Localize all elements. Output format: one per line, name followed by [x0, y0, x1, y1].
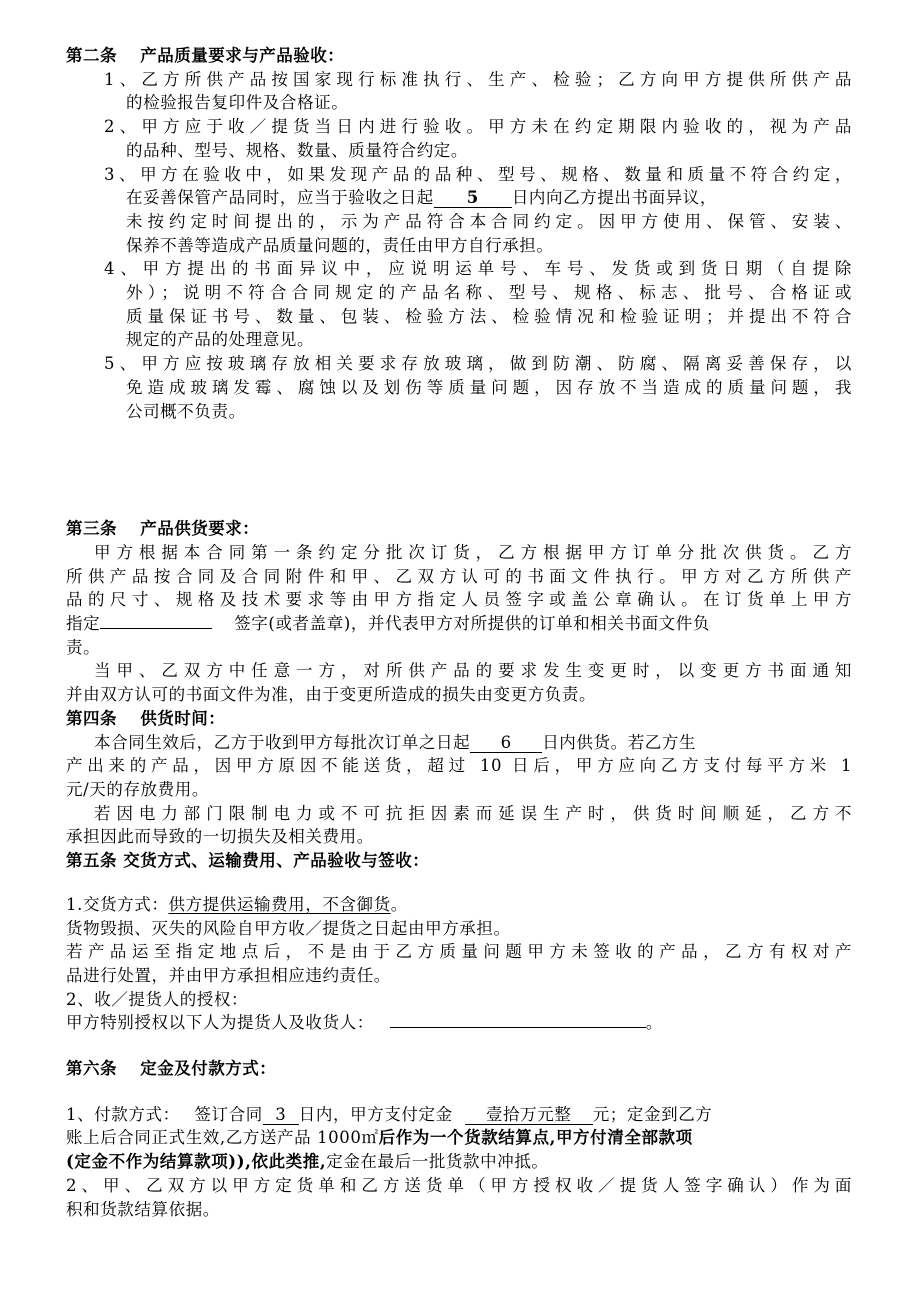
deposit-amount-blank: 壹拾万元整 — [465, 1105, 593, 1125]
article-3-heading: 第三条 产品供货要求： — [66, 519, 260, 539]
payment-text-c: 元；定金到乙方 — [592, 1104, 713, 1124]
article-4-line-4: 若因电力部门限制电力或不可抗拒因素而延误生产时，供货时间顺延，乙方不 — [94, 803, 852, 823]
article-2-item-3-line-4: 保养不善等造成产品质量问题的，责任由甲方自行承担。 — [126, 235, 554, 255]
article-4-text-b: 日内供货。若乙方生 — [542, 732, 697, 752]
article-2-item-3-text-b: 日内向乙方提出书面异议， — [511, 188, 718, 208]
article-6-line-1 — [66, 1103, 852, 1127]
article-4-line-1 — [66, 731, 852, 755]
article-4-line-2: 产出来的产品，因甲方原因不能送货，超过 10 日后，甲方应向乙方支付每平方米 1 — [66, 756, 852, 776]
article-3-line-1: 甲方根据本合同第一条约定分批次订货，乙方根据甲方订单分批次供货。乙方 — [94, 542, 852, 562]
article-3-text-a: 指定 — [66, 614, 101, 634]
article-3-text-b: 签字(或者盖章)，并代表甲方对所提供的订单和相关书面文件负 — [234, 614, 710, 634]
section-spacer — [66, 423, 852, 517]
inspection-days-blank: 5 — [434, 188, 512, 208]
article-3-line-3: 品的尺寸、规格及技术要求等由甲方指定人员签字或盖公章确认。在订货单上甲方 — [66, 590, 852, 610]
article-6-heading: 第六条 定金及付款方式： — [66, 1059, 277, 1079]
deposit-days-blank: 3 — [263, 1105, 299, 1125]
article-5-end: 。 — [645, 1013, 663, 1033]
article-5-line-1 — [66, 893, 852, 917]
delivery-days-blank: 6 — [470, 733, 542, 753]
article-4-heading: 第四条 供货时间： — [66, 708, 226, 728]
article-6-line-2 — [66, 1126, 852, 1150]
article-3-line-4 — [66, 612, 852, 636]
article-3-line-5: 责。 — [66, 637, 101, 657]
article-4-text-a: 本合同生效后，乙方于收到甲方每批次订单之日起 — [94, 732, 471, 752]
payment-text-b: 日内，甲方支付定金 — [298, 1104, 453, 1124]
article-2-item-1-line-1: 1、乙方所供产品按国家现行标准执行、生产、检验；乙方向甲方提供所供产品 — [104, 69, 852, 89]
article-5-line-5: 2、收／提货人的授权： — [66, 989, 249, 1009]
article-3-line-6: 当甲、乙双方中任意一方，对所供产品的要求发生变更时，以变更方书面通知 — [94, 661, 852, 681]
payment-text-a: 1、付款方式： 签订合同 — [66, 1104, 263, 1124]
article-2-heading: 第二条 产品质量要求与产品验收： — [66, 46, 345, 65]
article-6-line-4: 2、甲、乙双方以甲方定货单和乙方送货单（甲方授权收／提货人签字确认）作为面 — [66, 1175, 852, 1195]
article-2-item-3-line-3: 未按约定时间提出的，示为产品符合本合同约定。因甲方使用、保管、安装、 — [126, 211, 852, 231]
section-spacer — [66, 1035, 852, 1057]
article-2-item-3-text-a: 在妥善保管产品同时，应当于验收之日起 — [126, 188, 434, 208]
article-2-item-3-line-2 — [66, 186, 852, 210]
consignee-label: 甲方特别授权以下人为提货人及收货人： — [66, 1013, 374, 1033]
article-3-line-7: 并由双方认可的书面文件为准，由于变更所造成的损失由变更方负责。 — [66, 685, 597, 705]
payment-line-3-text: 定金在最后一批货款中冲抵。 — [326, 1152, 549, 1172]
article-6-line-5: 积和货款结算依据。 — [66, 1199, 220, 1219]
article-2-item-1-line-2: 的检验报告复印件及合格证。 — [126, 93, 349, 113]
section-spacer — [66, 1081, 852, 1103]
article-5-line-2: 货物毁损、灭失的风险自甲方收／提货之日起由甲方承担。 — [66, 918, 511, 938]
article-2-item-2-line-1: 2、甲方应于收／提货当日内进行验收。甲方未在约定期限内验收的，视为产品 — [104, 117, 852, 137]
article-2-item-4-line-1: 4、甲方提出的书面异议中，应说明运单号、车号、发货或到货日期（自提除 — [104, 259, 852, 279]
designated-signer-blank[interactable] — [100, 628, 212, 629]
article-5-period: 。 — [390, 894, 408, 914]
article-4-line-3: 元/天的存放费用。 — [66, 779, 209, 799]
article-5-heading: 第五条 交货方式、运输费用、产品验收与签收： — [66, 851, 430, 871]
article-2-item-4-line-4: 规定的产品的处理意见。 — [126, 330, 315, 350]
section-spacer — [66, 873, 852, 893]
article-6-line-3 — [66, 1150, 852, 1174]
contract-page — [66, 44, 852, 1221]
delivery-method-value: 供方提供运输费用，不含御货 — [168, 894, 391, 914]
article-5-line-6 — [66, 1011, 852, 1035]
article-2-item-5-line-1: 5、甲方应按玻璃存放相关要求存放玻璃，做到防潮、防腐、隔离妥善保存，以 — [104, 354, 852, 374]
article-2-item-2-line-2: 的品种、型号、规格、数量、质量符合约定。 — [126, 140, 468, 160]
payment-line-2-text: 账上后合同正式生效,乙方送产品 1000㎡ — [66, 1128, 379, 1148]
article-4-line-5: 承担因此而导致的一切损失及相关费用。 — [66, 827, 374, 847]
article-5-line-4: 品进行处置，并由甲方承担相应违约责任。 — [66, 965, 391, 985]
article-2-item-5-line-3: 公司概不负责。 — [126, 401, 246, 421]
article-5-line-3: 若产品运至指定地点后，不是由于乙方质量问题甲方未签收的产品，乙方有权对产 — [66, 942, 852, 962]
article-2-item-4-line-2: 外）；说明不符合合同规定的产品名称、型号、规格、标志、批号、合格证或 — [126, 283, 852, 303]
article-2-item-5-line-2: 免造成玻璃发霉、腐蚀以及划伤等质量问题，因存放不当造成的质量问题，我 — [126, 377, 852, 397]
consignee-blank[interactable] — [390, 1027, 646, 1028]
article-2-item-4-line-3: 质量保证书号、数量、包装、检验方法、检验情况和检验证明；并提出不符合 — [126, 306, 852, 326]
payment-line-3-bold: (定金不作为结算款项)),依此类推, — [66, 1152, 327, 1172]
payment-line-2-bold: 后作为一个货款结算点,甲方付清全部款项 — [378, 1128, 693, 1148]
article-3-line-2: 所供产品按合同及合同附件和甲、乙双方认可的书面文件执行。甲方对乙方所供产 — [66, 566, 852, 586]
article-2-item-3-line-1: 3、甲方在验收中，如果发现产品的品种、型号、规格、数量和质量不符合约定， — [104, 164, 852, 184]
delivery-method-label: 1.交货方式： — [66, 894, 169, 914]
